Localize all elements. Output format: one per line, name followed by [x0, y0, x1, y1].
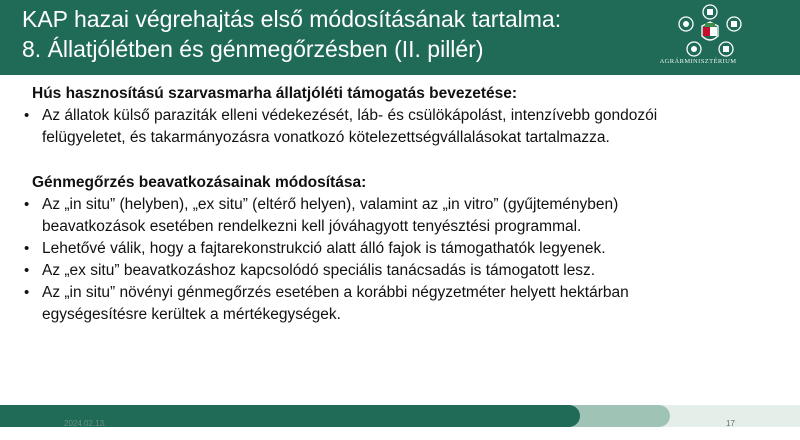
bullet-list: [20, 194, 780, 326]
ministry-name: AGRÁRMINISZTÉRIUM: [659, 58, 737, 65]
bullet-icon: •: [24, 107, 30, 124]
bullet-icon: •: [24, 240, 30, 257]
slide-title-line-1: KAP hazai végrehajtás első módosításának tartalma:: [22, 6, 562, 32]
page-number: 17: [726, 419, 735, 428]
bullet-text-line: Lehetővé válik, hogy a fajtarekonstrukció alatt álló fajok is támogathatók legyenek.: [42, 240, 606, 257]
bullet-text-line: Az „in situ” növényi génmegőrzés esetében a korábbi négyzetméter helyett hektárban: [42, 284, 629, 301]
section-heading: Génmegőrzés beavatkozásainak módosítása:: [32, 174, 367, 191]
slide-content: [20, 83, 780, 326]
bullet-text-line: Az „ex situ” beavatkozáshoz kapcsolódó speciális tanácsadás is támogatott lesz.: [42, 262, 596, 279]
title-band: [0, 0, 800, 75]
footer-bar: [0, 405, 800, 427]
bullet-icon: •: [24, 196, 30, 213]
list-item: [20, 260, 780, 282]
list-item: [20, 105, 780, 149]
section-heading: Hús hasznosítású szarvasmarha állatjóléti támogatás bevezetése:: [32, 85, 518, 102]
bullet-text-line: beavatkozások esetében rendelkezni kell jóváhagyott tenyésztési programmal.: [42, 218, 582, 235]
footer-date: 2024.02.13.: [64, 419, 107, 428]
list-item: [20, 238, 780, 260]
bullet-text-line: Az „in situ” (helyben), „ex situ” (eltérő helyen), valamint az „in vitro” (gyűjteményben): [42, 196, 619, 213]
section-animal-welfare: [20, 83, 780, 149]
bullet-icon: •: [24, 284, 30, 301]
slide-title-line-2: 8. Állatjólétben és génmegőrzésben (II. pillér): [22, 36, 484, 62]
ministry-logo-icon: [672, 4, 748, 60]
bullet-icon: •: [24, 262, 30, 279]
list-item: [20, 194, 780, 238]
list-item: [20, 282, 780, 326]
bullet-text-line: Az állatok külső paraziták elleni védekezését, láb- és csülökápolást, intenzívebb gondozói: [42, 107, 658, 124]
bullet-text-line: felügyeletet, és takarmányozásra vonatkozó kötelezettségvállalásokat tartalmazza.: [42, 129, 610, 146]
bullet-text-line: egységesítésre kerültek a mértékegységek.: [42, 306, 341, 323]
bullet-list: [20, 105, 780, 149]
section-gene-conservation: [20, 172, 780, 326]
